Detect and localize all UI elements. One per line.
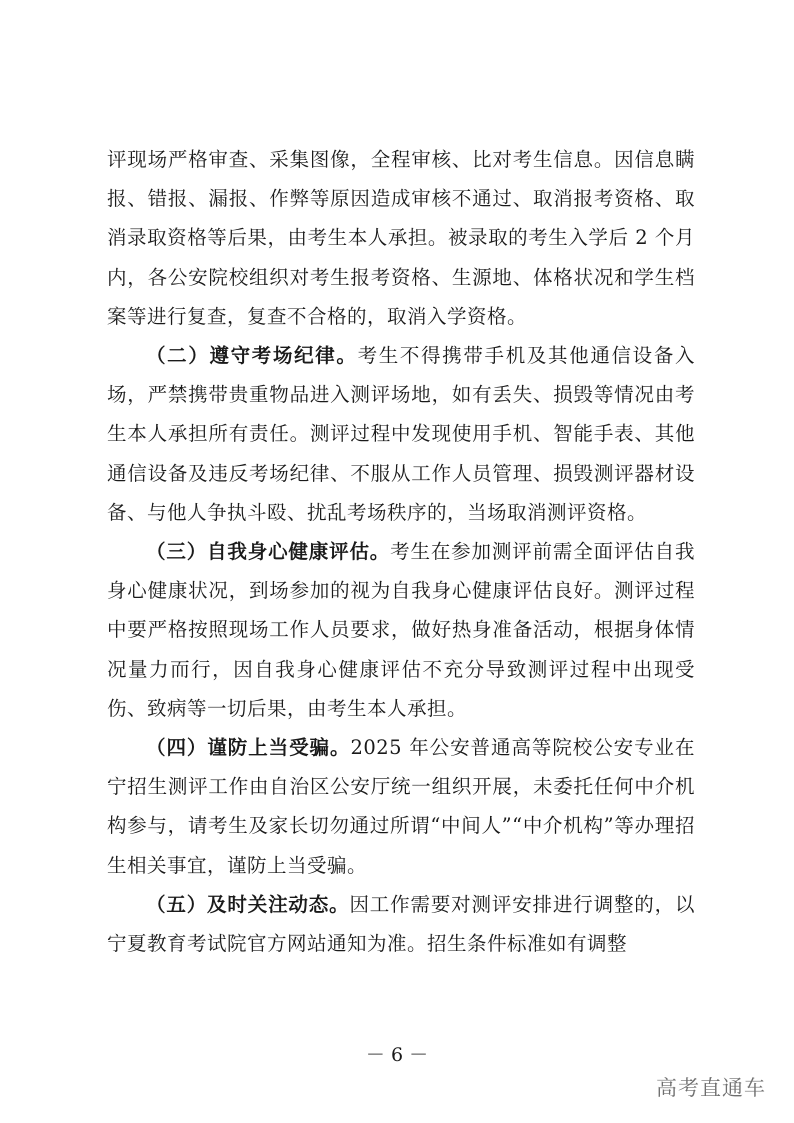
paragraph-text: 因工作需要对测评安排进行调整的，以宁夏教育考试院官方网站通知为准。招生条件标准如有调整 (107, 892, 695, 956)
paragraph-continuation (107, 140, 695, 336)
watermark-text: 高考直通车 (656, 1076, 766, 1100)
paragraph-text: 考生在参加测评前需全面评估自我身心健康状况，到场参加的视为自我身心健康评估良好。测评过程中要严格按照现场工作人员要求，做好热身准备活动，根据身体情况量力而行，因自我身心健康评估不充分导致测评过程中出现受伤、致病等一切后果，由考生本人承担。 (107, 540, 695, 720)
section-heading: （五）及时关注动态。 (146, 892, 350, 916)
paragraph-follow-updates (107, 885, 695, 963)
section-heading: （二）遵守考场纪律。 (146, 344, 358, 368)
section-heading: （四）谨防上当受骗。 (146, 736, 351, 760)
paragraph-fraud-warning (107, 728, 695, 885)
section-heading: （三）自我身心健康评估。 (146, 540, 391, 564)
body-text (107, 140, 695, 963)
paragraph-exam-discipline (107, 336, 695, 532)
paragraph-text: 考生不得携带手机及其他通信设备入场，严禁携带贵重物品进入测评场地，如有丢失、损毁等情况由考生本人承担所有责任。测评过程中发现使用手机、智能手表、其他通信设备及违反考场纪律、不服从工作人员管理、损毁测评器材设备、与他人争执斗殴、扰乱考场秩序的，当场取消测评资格。 (107, 344, 695, 524)
paragraph-health-assessment (107, 532, 695, 728)
page-number: － 6 － (365, 1044, 429, 1066)
paragraph-text: 2025 年公安普通高等院校公安专业在宁招生测评工作由自治区公安厅统一组织开展，未委托任何中介机构参与，请考生及家长切勿通过所谓“中间人”“中介机构”等办理招生相关事宜，谨防上当受骗。 (107, 736, 695, 877)
paragraph-text: 评现场严格审查、采集图像，全程审核、比对考生信息。因信息瞒报、错报、漏报、作弊等原因造成审核不通过、取消报考资格、取消录取资格等后果，由考生本人承担。被录取的考生入学后 2 个月内，各公安院校组织对考生报考资格、生源地、体格状况和学生档案等进行复查，复查不合格的，取消入学资格。 (107, 148, 695, 328)
